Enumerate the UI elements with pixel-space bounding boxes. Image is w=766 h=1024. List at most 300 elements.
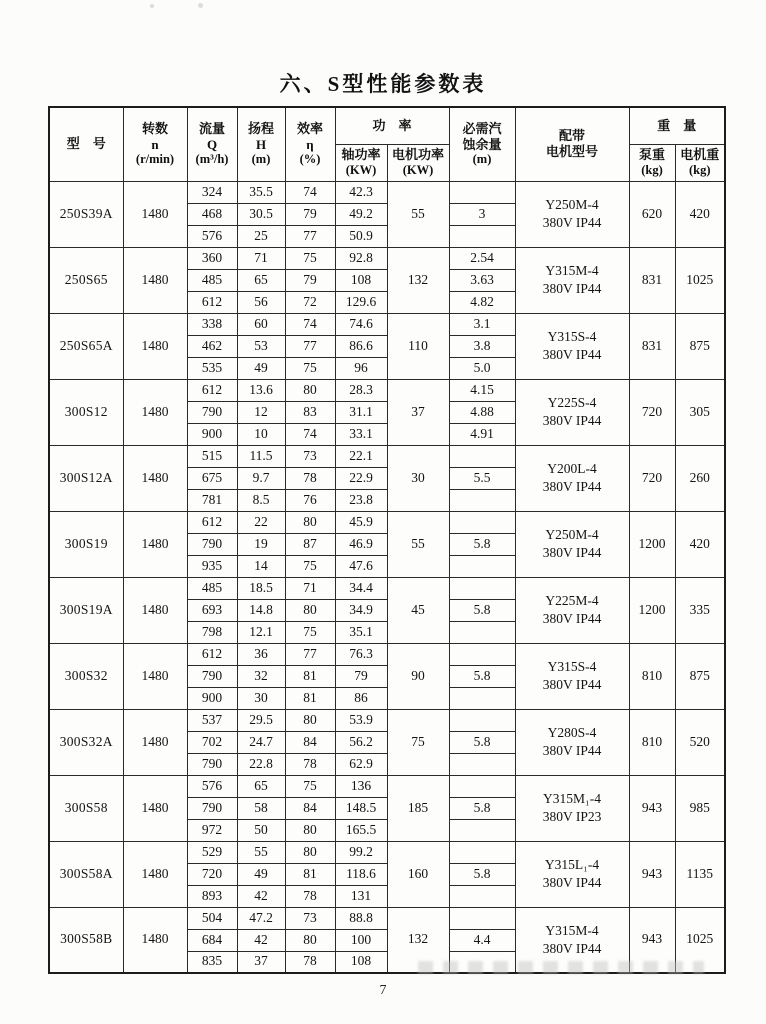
head-cell: 29.5 <box>237 709 285 731</box>
flow-cell: 462 <box>187 335 237 357</box>
efficiency-cell: 83 <box>285 401 335 423</box>
efficiency-cell: 79 <box>285 269 335 291</box>
head-cell: 71 <box>237 247 285 269</box>
motor-model-cell <box>515 775 629 841</box>
npsh-cell: 5.8 <box>449 533 515 555</box>
efficiency-cell: 76 <box>285 489 335 511</box>
pump-weight-cell: 943 <box>629 841 675 907</box>
motor-weight-cell: 1025 <box>675 907 725 973</box>
flow-cell: 900 <box>187 423 237 445</box>
efficiency-cell: 74 <box>285 181 335 203</box>
head-cell: 25 <box>237 225 285 247</box>
table-row <box>49 379 725 401</box>
shaft-power-cell: 34.4 <box>335 577 387 599</box>
efficiency-cell: 84 <box>285 797 335 819</box>
motor-model-line: 380V IP44 <box>542 743 602 758</box>
efficiency-cell: 77 <box>285 335 335 357</box>
flow-cell: 835 <box>187 951 237 973</box>
flow-cell: 684 <box>187 929 237 951</box>
efficiency-cell: 80 <box>285 379 335 401</box>
motor-weight-cell: 420 <box>675 511 725 577</box>
table-header <box>49 107 725 181</box>
pump-weight-cell: 1200 <box>629 511 675 577</box>
npsh-cell: 5.8 <box>449 863 515 885</box>
pump-weight-cell: 620 <box>629 181 675 247</box>
motor-model-line: 380V IP44 <box>542 413 602 428</box>
flow-cell: 702 <box>187 731 237 753</box>
motor-model-cell <box>515 841 629 907</box>
motor-model-line: Y225S-4 <box>547 395 597 411</box>
shaft-power-cell: 28.3 <box>335 379 387 401</box>
head-cell: 30 <box>237 687 285 709</box>
table-row <box>49 247 725 269</box>
table-row <box>49 511 725 533</box>
flow-cell: 693 <box>187 599 237 621</box>
npsh-cell <box>449 753 515 775</box>
efficiency-cell: 78 <box>285 951 335 973</box>
speed-cell: 1480 <box>123 181 187 247</box>
motor-model-line: Y315M₁-4 <box>543 791 601 807</box>
flow-cell: 935 <box>187 555 237 577</box>
speed-cell: 1480 <box>123 445 187 511</box>
head-cell: 50 <box>237 819 285 841</box>
shaft-power-cell: 42.3 <box>335 181 387 203</box>
motor-model-cell <box>515 181 629 247</box>
motor-weight-cell: 260 <box>675 445 725 511</box>
npsh-cell: 3.63 <box>449 269 515 291</box>
motor-model-cell <box>515 247 629 313</box>
speed-cell: 1480 <box>123 511 187 577</box>
efficiency-cell: 84 <box>285 731 335 753</box>
efficiency-cell: 80 <box>285 599 335 621</box>
motor-model-cell <box>515 907 629 973</box>
head-cell: 65 <box>237 269 285 291</box>
col-header-weight-group: 重 量 <box>629 107 725 144</box>
head-cell: 18.5 <box>237 577 285 599</box>
pump-weight-cell: 720 <box>629 445 675 511</box>
model-cell: 250S65A <box>49 313 123 379</box>
motor-weight-cell: 985 <box>675 775 725 841</box>
efficiency-cell: 74 <box>285 313 335 335</box>
speed-cell: 1480 <box>123 247 187 313</box>
motor-model-line: Y315M-4 <box>545 923 599 939</box>
head-cell: 8.5 <box>237 489 285 511</box>
head-cell: 19 <box>237 533 285 555</box>
col-header-shaft-power: 轴功率 (KW) <box>335 144 387 181</box>
motor-power-cell: 185 <box>387 775 449 841</box>
motor-model-line: 380V IP44 <box>542 677 602 692</box>
motor-model-line: 380V IP23 <box>542 809 602 824</box>
table-row <box>49 643 725 665</box>
motor-weight-cell: 335 <box>675 577 725 643</box>
motor-model-line: 380V IP44 <box>542 215 602 230</box>
pump-weight-cell: 810 <box>629 643 675 709</box>
shaft-power-cell: 86 <box>335 687 387 709</box>
npsh-cell <box>449 555 515 577</box>
efficiency-cell: 78 <box>285 885 335 907</box>
npsh-cell <box>449 687 515 709</box>
shaft-power-cell: 108 <box>335 269 387 291</box>
shaft-power-cell: 136 <box>335 775 387 797</box>
efficiency-cell: 81 <box>285 687 335 709</box>
flow-cell: 798 <box>187 621 237 643</box>
flow-cell: 529 <box>187 841 237 863</box>
table-row <box>49 181 725 203</box>
table-body <box>49 181 725 973</box>
flow-cell: 893 <box>187 885 237 907</box>
head-cell: 42 <box>237 929 285 951</box>
head-cell: 10 <box>237 423 285 445</box>
flow-cell: 485 <box>187 577 237 599</box>
table-row <box>49 709 725 731</box>
pump-weight-cell: 720 <box>629 379 675 445</box>
flow-cell: 790 <box>187 401 237 423</box>
shaft-power-cell: 96 <box>335 357 387 379</box>
shaft-power-cell: 33.1 <box>335 423 387 445</box>
npsh-cell <box>449 225 515 247</box>
shaft-power-cell: 46.9 <box>335 533 387 555</box>
npsh-cell: 5.8 <box>449 797 515 819</box>
npsh-cell: 4.88 <box>449 401 515 423</box>
motor-weight-cell: 1025 <box>675 247 725 313</box>
motor-weight-cell: 420 <box>675 181 725 247</box>
flow-cell: 720 <box>187 863 237 885</box>
pump-weight-cell: 943 <box>629 775 675 841</box>
head-cell: 9.7 <box>237 467 285 489</box>
shaft-power-cell: 53.9 <box>335 709 387 731</box>
head-cell: 65 <box>237 775 285 797</box>
col-header-efficiency: 效率 η (%) <box>285 107 335 181</box>
shaft-power-cell: 148.5 <box>335 797 387 819</box>
shaft-power-cell: 56.2 <box>335 731 387 753</box>
shaft-power-cell: 35.1 <box>335 621 387 643</box>
flow-cell: 612 <box>187 643 237 665</box>
npsh-cell: 3.1 <box>449 313 515 335</box>
col-header-speed: 转数 n (r/min) <box>123 107 187 181</box>
npsh-cell: 4.82 <box>449 291 515 313</box>
flow-cell: 535 <box>187 357 237 379</box>
model-cell: 300S12A <box>49 445 123 511</box>
npsh-cell <box>449 577 515 599</box>
motor-model-line: Y280S-4 <box>547 725 597 741</box>
col-header-motor-power: 电机功率 (KW) <box>387 144 449 181</box>
motor-power-cell: 37 <box>387 379 449 445</box>
table-row <box>49 577 725 599</box>
shaft-power-cell: 74.6 <box>335 313 387 335</box>
flow-cell: 485 <box>187 269 237 291</box>
head-cell: 30.5 <box>237 203 285 225</box>
shaft-power-cell: 79 <box>335 665 387 687</box>
flow-cell: 504 <box>187 907 237 929</box>
npsh-cell <box>449 775 515 797</box>
head-cell: 56 <box>237 291 285 313</box>
flow-cell: 537 <box>187 709 237 731</box>
npsh-cell: 4.4 <box>449 929 515 951</box>
motor-weight-cell: 305 <box>675 379 725 445</box>
npsh-cell: 5.8 <box>449 665 515 687</box>
speed-cell: 1480 <box>123 775 187 841</box>
efficiency-cell: 79 <box>285 203 335 225</box>
motor-model-line: 380V IP44 <box>542 611 602 626</box>
head-cell: 35.5 <box>237 181 285 203</box>
shaft-power-cell: 22.1 <box>335 445 387 467</box>
shaft-power-cell: 34.9 <box>335 599 387 621</box>
shaft-power-cell: 92.8 <box>335 247 387 269</box>
page-title: 六、S型性能参数表 <box>279 72 487 96</box>
motor-weight-cell: 520 <box>675 709 725 775</box>
npsh-cell: 4.91 <box>449 423 515 445</box>
speed-cell: 1480 <box>123 907 187 973</box>
shaft-power-cell: 99.2 <box>335 841 387 863</box>
table-row <box>49 775 725 797</box>
shaft-power-cell: 165.5 <box>335 819 387 841</box>
motor-model-cell <box>515 445 629 511</box>
npsh-cell <box>449 511 515 533</box>
efficiency-cell: 73 <box>285 445 335 467</box>
npsh-cell <box>449 489 515 511</box>
col-header-motor-weight: 电机重 (kg) <box>675 144 725 181</box>
head-cell: 36 <box>237 643 285 665</box>
efficiency-cell: 80 <box>285 511 335 533</box>
shaft-power-cell: 108 <box>335 951 387 973</box>
col-header-model <box>49 107 123 181</box>
motor-model-cell <box>515 379 629 445</box>
efficiency-cell: 78 <box>285 753 335 775</box>
model-cell: 300S32 <box>49 643 123 709</box>
head-cell: 14 <box>237 555 285 577</box>
head-cell: 22.8 <box>237 753 285 775</box>
efficiency-cell: 80 <box>285 929 335 951</box>
motor-model-line: Y200L-4 <box>547 461 597 477</box>
head-cell: 55 <box>237 841 285 863</box>
table-row <box>49 445 725 467</box>
motor-model-cell <box>515 577 629 643</box>
flow-cell: 324 <box>187 181 237 203</box>
npsh-cell <box>449 709 515 731</box>
flow-cell: 468 <box>187 203 237 225</box>
shaft-power-cell: 50.9 <box>335 225 387 247</box>
flow-cell: 790 <box>187 533 237 555</box>
pump-weight-cell: 831 <box>629 313 675 379</box>
shaft-power-cell: 118.6 <box>335 863 387 885</box>
motor-power-cell: 160 <box>387 841 449 907</box>
npsh-cell: 5.0 <box>449 357 515 379</box>
speed-cell: 1480 <box>123 709 187 775</box>
flow-cell: 790 <box>187 753 237 775</box>
motor-power-cell: 110 <box>387 313 449 379</box>
motor-model-cell <box>515 313 629 379</box>
shaft-power-cell: 23.8 <box>335 489 387 511</box>
efficiency-cell: 78 <box>285 467 335 489</box>
scan-speck <box>198 3 203 8</box>
efficiency-cell: 81 <box>285 863 335 885</box>
col-header-power-group: 功 率 <box>335 107 449 144</box>
pump-weight-cell: 943 <box>629 907 675 973</box>
col-header-npsh: 必需汽 蚀余量 (m) <box>449 107 515 181</box>
npsh-cell <box>449 819 515 841</box>
col-header-pump-weight: 泵重 (kg) <box>629 144 675 181</box>
model-cell: 250S39A <box>49 181 123 247</box>
head-cell: 58 <box>237 797 285 819</box>
efficiency-cell: 80 <box>285 841 335 863</box>
flow-cell: 338 <box>187 313 237 335</box>
npsh-cell <box>449 621 515 643</box>
flow-cell: 790 <box>187 665 237 687</box>
head-cell: 22 <box>237 511 285 533</box>
motor-power-cell: 90 <box>387 643 449 709</box>
motor-model-line: 380V IP44 <box>542 940 602 956</box>
head-cell: 12.1 <box>237 621 285 643</box>
head-cell: 53 <box>237 335 285 357</box>
page-number: 7 <box>379 983 387 998</box>
efficiency-cell: 73 <box>285 907 335 929</box>
npsh-cell <box>449 951 515 973</box>
pump-weight-cell: 1200 <box>629 577 675 643</box>
npsh-cell <box>449 643 515 665</box>
shaft-power-cell: 100 <box>335 929 387 951</box>
npsh-cell: 2.54 <box>449 247 515 269</box>
efficiency-cell: 75 <box>285 357 335 379</box>
speed-cell: 1480 <box>123 643 187 709</box>
head-cell: 49 <box>237 863 285 885</box>
shaft-power-cell: 45.9 <box>335 511 387 533</box>
shaft-power-cell: 129.6 <box>335 291 387 313</box>
efficiency-cell: 80 <box>285 709 335 731</box>
shaft-power-cell: 62.9 <box>335 753 387 775</box>
head-cell: 37 <box>237 951 285 973</box>
motor-weight-cell: 875 <box>675 643 725 709</box>
flow-cell: 576 <box>187 775 237 797</box>
table-row <box>49 907 725 929</box>
head-cell: 47.2 <box>237 907 285 929</box>
efficiency-cell: 75 <box>285 621 335 643</box>
head-cell: 12 <box>237 401 285 423</box>
scan-speck <box>150 4 154 8</box>
motor-weight-cell: 875 <box>675 313 725 379</box>
npsh-cell <box>449 445 515 467</box>
npsh-cell: 5.8 <box>449 599 515 621</box>
npsh-cell: 5.5 <box>449 467 515 489</box>
flow-cell: 576 <box>187 225 237 247</box>
npsh-cell: 5.8 <box>449 731 515 753</box>
head-cell: 42 <box>237 885 285 907</box>
shaft-power-cell: 31.1 <box>335 401 387 423</box>
efficiency-cell: 72 <box>285 291 335 313</box>
efficiency-cell: 80 <box>285 819 335 841</box>
speed-cell: 1480 <box>123 841 187 907</box>
motor-power-cell: 132 <box>387 907 449 973</box>
motor-model-line: Y315S-4 <box>547 329 597 345</box>
motor-power-cell: 55 <box>387 181 449 247</box>
model-cell: 300S32A <box>49 709 123 775</box>
model-cell: 300S58B <box>49 907 123 973</box>
efficiency-cell: 87 <box>285 533 335 555</box>
motor-model-line: Y225M-4 <box>545 593 599 609</box>
motor-model-cell <box>515 709 629 775</box>
motor-model-line: Y315M-4 <box>545 263 599 279</box>
motor-model-cell <box>515 643 629 709</box>
model-cell: 300S19 <box>49 511 123 577</box>
speed-cell: 1480 <box>123 379 187 445</box>
col-header-head: 扬程 H (m) <box>237 107 285 181</box>
model-cell: 300S58A <box>49 841 123 907</box>
motor-model-line: 380V IP44 <box>542 545 602 560</box>
npsh-cell: 3.8 <box>449 335 515 357</box>
shaft-power-cell: 49.2 <box>335 203 387 225</box>
flow-cell: 781 <box>187 489 237 511</box>
efficiency-cell: 81 <box>285 665 335 687</box>
motor-model-line: Y315S-4 <box>547 659 597 675</box>
head-cell: 60 <box>237 313 285 335</box>
shaft-power-cell: 88.8 <box>335 907 387 929</box>
flow-cell: 612 <box>187 379 237 401</box>
pump-weight-cell: 810 <box>629 709 675 775</box>
shaft-power-cell: 47.6 <box>335 555 387 577</box>
model-cell: 300S58 <box>49 775 123 841</box>
flow-cell: 515 <box>187 445 237 467</box>
efficiency-cell: 75 <box>285 775 335 797</box>
head-cell: 32 <box>237 665 285 687</box>
motor-model-cell <box>515 511 629 577</box>
motor-power-cell: 55 <box>387 511 449 577</box>
col-header-model-label: 型 号 <box>66 136 106 152</box>
motor-power-cell: 132 <box>387 247 449 313</box>
motor-model-line: Y250M-4 <box>545 197 599 213</box>
speed-cell: 1480 <box>123 577 187 643</box>
npsh-cell <box>449 181 515 203</box>
head-cell: 49 <box>237 357 285 379</box>
performance-parameter-table <box>48 106 726 974</box>
head-cell: 11.5 <box>237 445 285 467</box>
model-cell: 300S12 <box>49 379 123 445</box>
shaft-power-cell: 131 <box>335 885 387 907</box>
motor-model-line: 380V IP44 <box>542 281 602 296</box>
head-cell: 13.6 <box>237 379 285 401</box>
head-cell: 24.7 <box>237 731 285 753</box>
pump-weight-cell: 831 <box>629 247 675 313</box>
col-header-motor-model: 配带 电机型号 <box>515 107 629 181</box>
model-cell: 250S65 <box>49 247 123 313</box>
shaft-power-cell: 76.3 <box>335 643 387 665</box>
table-row <box>49 313 725 335</box>
motor-weight-cell: 1135 <box>675 841 725 907</box>
shaft-power-cell: 22.9 <box>335 467 387 489</box>
npsh-cell <box>449 907 515 929</box>
efficiency-cell: 75 <box>285 555 335 577</box>
motor-power-cell: 75 <box>387 709 449 775</box>
motor-power-cell: 45 <box>387 577 449 643</box>
efficiency-cell: 77 <box>285 225 335 247</box>
flow-cell: 790 <box>187 797 237 819</box>
npsh-cell: 4.15 <box>449 379 515 401</box>
head-cell: 14.8 <box>237 599 285 621</box>
table-row <box>49 841 725 863</box>
flow-cell: 900 <box>187 687 237 709</box>
flow-cell: 612 <box>187 511 237 533</box>
npsh-cell: 3 <box>449 203 515 225</box>
efficiency-cell: 77 <box>285 643 335 665</box>
motor-model-line: 380V IP44 <box>542 875 602 890</box>
npsh-cell <box>449 885 515 907</box>
motor-model-line: Y250M-4 <box>545 527 599 543</box>
model-cell: 300S19A <box>49 577 123 643</box>
motor-model-line: 380V IP44 <box>542 479 602 494</box>
shaft-power-cell: 86.6 <box>335 335 387 357</box>
flow-cell: 360 <box>187 247 237 269</box>
motor-power-cell: 30 <box>387 445 449 511</box>
speed-cell: 1480 <box>123 313 187 379</box>
efficiency-cell: 75 <box>285 247 335 269</box>
